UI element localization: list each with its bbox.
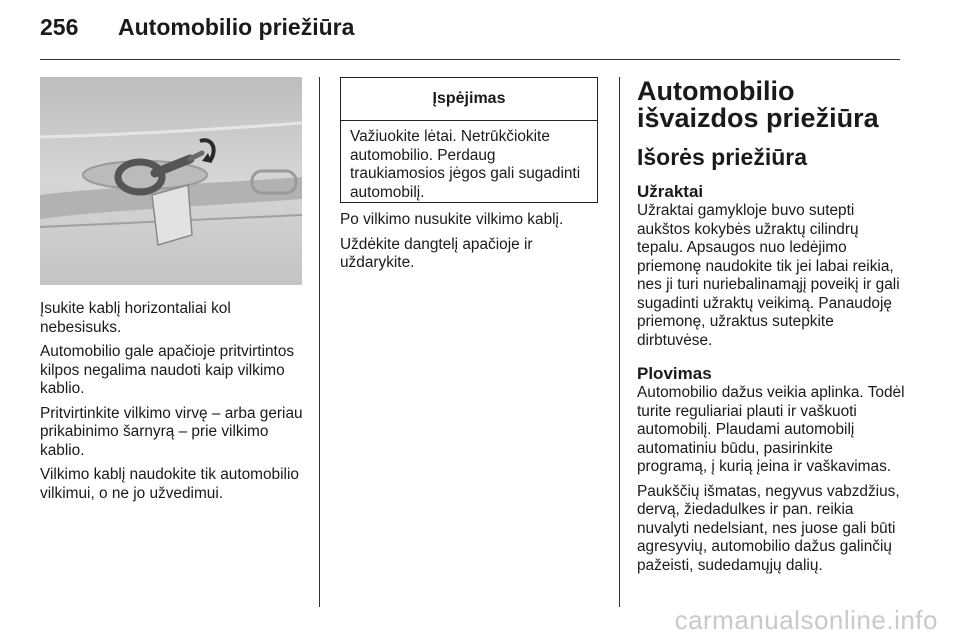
- paragraph: Paukščių išmatas, negyvus vabzdžius, dervą, žiedadulkes ir pan. reikia nuvalyti nedelsiant, nes juose gali būti agresyvių, automobilio dažus galinčių pažeisti, sudedamųjų dalių.: [637, 482, 900, 574]
- section-title: Užraktai: [637, 182, 704, 201]
- watermark: carmanualsonline.info: [674, 605, 938, 635]
- column-left: [40, 300, 306, 509]
- column-divider: [319, 77, 320, 607]
- column-divider: [619, 77, 620, 607]
- section-heading: Automobilio išvaizdos priežiūra: [637, 76, 879, 133]
- warning-box: [340, 77, 598, 203]
- paragraph: Po vilkimo nusukite vilkimo kablį.: [340, 211, 564, 228]
- paragraph: Uždėkite dangtelį apačioje ir uždarykite.: [340, 235, 533, 271]
- warning-title: Įspėjimas: [341, 78, 597, 121]
- section-title: Plovimas: [637, 364, 712, 383]
- column-right: [637, 78, 907, 589]
- header-rule: [40, 59, 900, 60]
- section-washing: [637, 364, 907, 575]
- tow-hook-illustration-svg: [40, 77, 302, 285]
- paragraph: Automobilio dažus veikia aplinka. Todėl turite reguliariai plauti ir vaškuoti automobilį. Plaudami automobilį automatiniu būdu, pasirinkite programą, į kurią įeina ir vaškavimas.: [637, 384, 905, 475]
- paragraph: Vilkimo kablį naudokite tik automobilio vilkimui, o ne jo užvedimui.: [40, 466, 299, 502]
- warning-body: Važiuokite lėtai. Netrūkčiokite automobilio. Perdaug traukiamosios jėgos gali sugadinti automobilį.: [350, 128, 581, 201]
- page-title: Automobilio priežiūra: [118, 14, 355, 40]
- paragraph: Įsukite kablį horizontaliai kol nebesisuks.: [40, 300, 231, 336]
- paragraph: Automobilio gale apačioje pritvirtintos kilpos negalima naudoti kaip vilkimo kablio.: [40, 343, 295, 397]
- column-middle: [340, 211, 602, 279]
- subsection-heading: Išorės priežiūra: [637, 144, 808, 170]
- section-locks: [637, 182, 907, 350]
- page-number: 256: [40, 14, 79, 40]
- paragraph: Užraktai gamykloje buvo sutepti aukštos kokybės užraktų cilindrų tepalu. Apsaugos nuo ledėjimo priemonę naudokite tik jei labai reikia, nes ji turi nuriebalinamąjį poveikį ir gali sugadinti užraktų veikimą. Panaudoję priemonę, užraktus sutepkite dirbtuvėse.: [637, 202, 900, 349]
- paragraph: Pritvirtinkite vilkimo virvę – arba geriau prikabinimo šarnyrą – prie vilkimo kablio.: [40, 404, 303, 459]
- tow-hook-illustration: [40, 77, 302, 285]
